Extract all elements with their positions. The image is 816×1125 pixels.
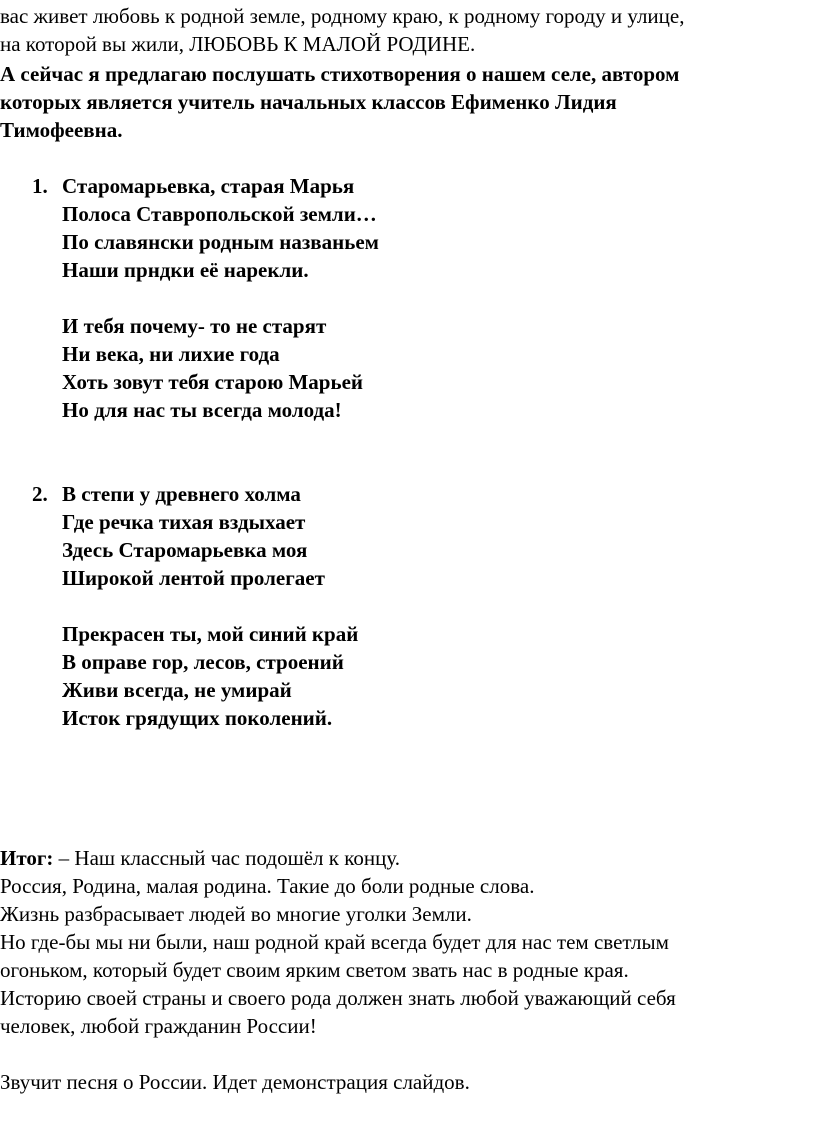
poem-1-verse-line: По славянски родным названьем [62,230,379,254]
conclusion-line: Но где-бы мы ни были, наш родной край всегда будет для нас тем светлым [0,930,669,954]
poem-2-verse-line: Исток грядущих поколений. [62,706,333,730]
poem-1-verse-line: Хоть зовут тебя старою Марьей [62,370,364,394]
conclusion-line: Россия, Родина, малая родина. Такие до боли родные слова. [0,874,535,898]
conclusion-line: Историю своей страны и своего рода должен знать любой уважающий себя [0,986,676,1010]
poem-1-verse-line: Старомарьевка, старая Марья [62,174,355,198]
poem-1-verse-line: И тебя почему- то не старят [62,314,327,338]
poem-1-verse-line: Наши прндки её нарекли. [62,258,309,282]
poem-2-verse-line: Прекрасен ты, мой синий край [62,622,359,646]
poem-2-verse-line: Здесь Старомарьевка моя [62,538,308,562]
poem-1-verse-line: Ни века, ни лихие года [62,342,280,366]
conclusion-first-line-text: – Наш классный час подошёл к концу. [53,846,400,870]
announcement-line-2: которых является учитель начальных классов Ефименко Лидия [0,90,617,114]
conclusion-first-line [0,844,400,872]
announcement-line-3: Тимофеевна. [0,118,123,142]
poem-2-verse-line: Широкой лентой пролегает [62,566,325,590]
poem-2-number: 2. [32,482,48,506]
conclusion-line: Жизнь разбрасывает людей во многие уголки Земли. [0,902,472,926]
intro-line-1: вас живет любовь к родной земле, родному краю, к родному городу и улице, [0,4,685,28]
poem-2-verse-line: В оправе гор, лесов, строений [62,650,344,674]
conclusion-line: человек, любой гражданин России! [0,1014,317,1038]
poem-1-verse-line: Полоса Ставропольской земли… [62,202,377,226]
poem-2-verse-line: В степи у древнего холма [62,482,301,506]
poem-2-verse-line: Где речка тихая вздыхает [62,510,306,534]
poem-2-verse-line: Живи всегда, не умирай [62,678,292,702]
announcement-line-1: А сейчас я предлагаю послушать стихотворения о нашем селе, автором [0,62,680,86]
closing-line: Звучит песня о России. Идет демонстрация слайдов. [0,1070,470,1094]
poem-1-number: 1. [32,174,48,198]
conclusion-label: Итог: [0,846,54,870]
poem-1-verse-line: Но для нас ты всегда молода! [62,398,342,422]
intro-line-2: на которой вы жили, ЛЮБОВЬ К МАЛОЙ РОДИНЕ. [0,32,476,56]
conclusion-line: огоньком, который будет своим ярким светом звать нас в родные края. [0,958,629,982]
